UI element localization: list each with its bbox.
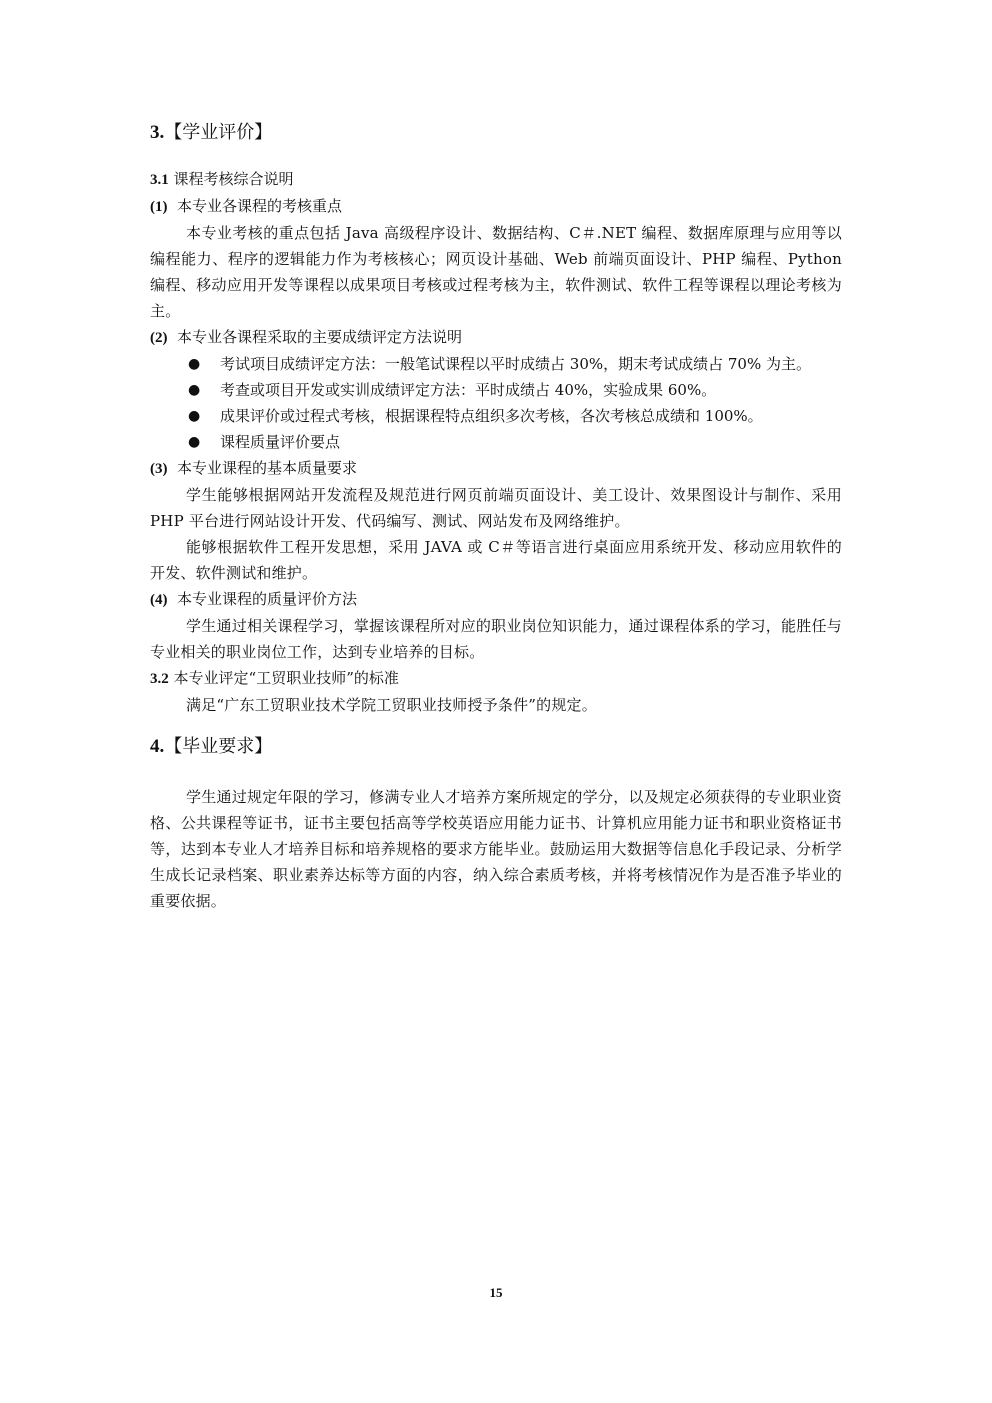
- subsection-3-1-title: 课程考核综合说明: [173, 170, 294, 188]
- bullet-icon: ●: [188, 408, 201, 424]
- subsection-3-2-paragraph: 满足“广东工贸职业技术学院工贸职业技师授予条件”的规定。: [186, 696, 597, 714]
- point-3-paragraph-1: 学生能够根据网站开发流程及规范进行网页前端页面设计、美工设计、效果图设计与制作、采用 PHP 平台进行网站设计开发、代码编写、测试、网站发布及网络维护。: [150, 486, 842, 530]
- document-page: [150, 118, 842, 914]
- point-1-title: 本专业各课程的考核重点: [177, 197, 343, 215]
- section-3-number: 3.: [150, 122, 165, 143]
- list-item: [150, 351, 842, 377]
- point-3-title: 本专业课程的基本质量要求: [177, 459, 358, 477]
- list-item: [150, 403, 842, 429]
- bullet-icon: ●: [188, 382, 201, 398]
- section-4-number: 4.: [150, 736, 165, 757]
- list-item: [150, 429, 842, 455]
- point-3-number: (3): [150, 461, 168, 477]
- point-4-title: 本专业课程的质量评价方法: [177, 590, 358, 608]
- section-3-title: 【学业评价】: [164, 122, 273, 143]
- point-1-number: (1): [150, 199, 168, 215]
- point-2-heading: [150, 324, 842, 351]
- bullet-icon: ●: [188, 356, 201, 372]
- section-4-paragraph: 学生通过规定年限的学习，修满专业人才培养方案所规定的学分，以及规定必须获得的专业职业资格、公共课程等证书，证书主要包括高等学校英语应用能力证书、计算机应用能力证书和职业资格证书等，达到本专业人才培养目标和培养规格的要求方能毕业。鼓励运用大数据等信息化手段记录、分析学生成长记录档案、职业素养达标等方面的内容，纳入综合素质考核，并将考核情况作为是否准予毕业的重要依据。: [150, 788, 842, 910]
- grading-method-list: [150, 351, 842, 455]
- point-2-title: 本专业各课程采取的主要成绩评定方法说明: [177, 328, 463, 346]
- subsection-3-2-number: 3.2: [150, 671, 169, 687]
- subsection-3-2-title: 本专业评定“工贸职业技师”的标准: [173, 669, 399, 687]
- list-item-text: 考试项目成绩评定方法：一般笔试课程以平时成绩占 30%，期末考试成绩占 70% 为主。: [220, 355, 811, 373]
- point-3-heading: [150, 455, 842, 482]
- section-4-title: 【毕业要求】: [164, 736, 273, 757]
- section-4-heading: [150, 732, 842, 762]
- point-1-paragraph: 本专业考核的重点包括 Java 高级程序设计、数据结构、C＃.NET 编程、数据库原理与应用等以编程能力、程序的逻辑能力作为考核核心；网页设计基础、Web 前端页面设计、PHP 编程、Python 编程、移动应用开发等课程以成果项目考核或过程考核为主，软件测试、软件工程等课程以理论考核为主。: [150, 224, 842, 320]
- subsection-3-1-heading: [150, 166, 842, 193]
- subsection-3-1-number: 3.1: [150, 172, 169, 188]
- list-item: [150, 377, 842, 403]
- point-3-paragraph-2: 能够根据软件工程开发思想，采用 JAVA 或 C＃等语言进行桌面应用系统开发、移动应用软件的开发、软件测试和维护。: [150, 538, 842, 582]
- section-3-heading: [150, 118, 842, 148]
- point-4-heading: [150, 586, 842, 613]
- point-1-heading: [150, 193, 842, 220]
- page-number: 15: [489, 1285, 503, 1300]
- list-item-text: 课程质量评价要点: [220, 433, 341, 451]
- list-item-text: 成果评价或过程式考核，根据课程特点组织多次考核，各次考核总成绩和 100%。: [220, 407, 763, 425]
- point-4-number: (4): [150, 592, 168, 608]
- subsection-3-2-heading: [150, 665, 842, 692]
- point-4-paragraph: 学生通过相关课程学习，掌握该课程所对应的职业岗位知识能力，通过课程体系的学习，能胜任与专业相关的职业岗位工作，达到专业培养的目标。: [150, 617, 842, 661]
- point-2-number: (2): [150, 330, 168, 346]
- list-item-text: 考查或项目开发或实训成绩评定方法：平时成绩占 40%，实验成果 60%。: [220, 381, 717, 399]
- bullet-icon: ●: [188, 434, 201, 450]
